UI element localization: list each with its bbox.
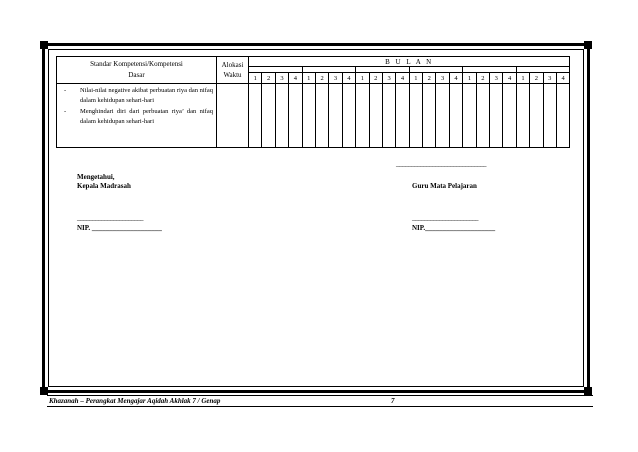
schedule-cell [449,84,462,148]
schedule-cell [436,84,449,148]
schedule-cell [329,84,342,148]
page-number: 7 [391,397,395,405]
schedule-cell [249,84,262,148]
week-number: 1 [302,73,315,84]
week-number: 1 [356,73,369,84]
competency-item [60,86,213,106]
schedule-cell [556,84,569,148]
competency-text: Nilai-nilai negative akibat perbuatan riya dan nifaq dalam kehidupan sehari-hari [80,87,213,104]
header-bulan: B U L A N [249,57,570,67]
content-row [57,84,570,148]
week-number: 3 [275,73,288,84]
week-number: 1 [516,73,529,84]
competency-cell [57,84,217,148]
header-skd-line2: Dasar [128,71,145,79]
frame-corner-top-right [584,41,592,49]
label-kepala-madrasah: Kepala Madrasah [77,182,131,190]
week-number: 3 [490,73,503,84]
schedule-cell [356,84,369,148]
week-number: 3 [543,73,556,84]
schedule-cell [490,84,503,148]
week-number: 2 [423,73,436,84]
week-number: 4 [342,73,355,84]
schedule-cell [409,84,422,148]
schedule-cell [382,84,395,148]
week-number: 4 [396,73,409,84]
schedule-cell [476,84,489,148]
week-number: 3 [329,73,342,84]
week-number: 2 [262,73,275,84]
right-nip: NIP.____________________ [412,224,496,232]
week-number: 3 [436,73,449,84]
competency-list [60,86,213,127]
week-number: 4 [449,73,462,84]
week-number: 1 [463,73,476,84]
label-guru-mata-pelajaran: Guru Mata Pelajaran [412,182,477,190]
left-name-line: ______________________ [77,214,143,222]
frame-corner-top-left [40,41,48,49]
week-number: 2 [369,73,382,84]
week-number: 3 [382,73,395,84]
week-number: 2 [315,73,328,84]
schedule-table [56,56,570,148]
time-allocation-cell [217,84,249,148]
header-standar-kompetensi [57,57,217,84]
week-number: 4 [289,73,302,84]
week-number: 2 [530,73,543,84]
schedule-cell [315,84,328,148]
header-alokasi-waktu [217,57,249,84]
frame-corner-bottom-left [40,387,48,395]
competency-item [60,107,213,127]
week-number: 2 [476,73,489,84]
competency-text: Menghindari diri dari perbuatan riya’ dan nifaq dalam kehidupan sehari-hari [80,108,213,125]
schedule-cell [369,84,382,148]
week-number: 1 [409,73,422,84]
date-line: ______________________________ [396,160,486,168]
schedule-cell [530,84,543,148]
frame-corner-bottom-right [584,387,592,395]
schedule-cell [262,84,275,148]
week-number: 1 [249,73,262,84]
week-number: 4 [503,73,516,84]
header-skd-line1: Standar Kompetensi/Kompetensi [90,60,183,68]
header-aw-line2: Waktu [223,71,242,79]
schedule-cell [463,84,476,148]
schedule-cell [396,84,409,148]
bullet-dash: - [64,87,67,94]
schedule-cell [289,84,302,148]
bullet-dash: - [64,108,67,115]
schedule-cell [503,84,516,148]
schedule-cell [275,84,288,148]
week-number: 4 [556,73,569,84]
schedule-cell [342,84,355,148]
left-nip: NIP. ____________________ [77,224,162,232]
page-footer [47,395,593,407]
schedule-cell [302,84,315,148]
label-mengetahui: Mengetahui, [77,173,115,181]
right-name-line: ______________________ [412,214,478,222]
header-aw-line1: Alokasi [221,61,244,69]
schedule-cell [423,84,436,148]
schedule-cell [543,84,556,148]
footer-title: Khazanah – Perangkat Mengajar Aqidah Akhlak 7 / Genap [49,397,221,405]
schedule-cell [516,84,529,148]
